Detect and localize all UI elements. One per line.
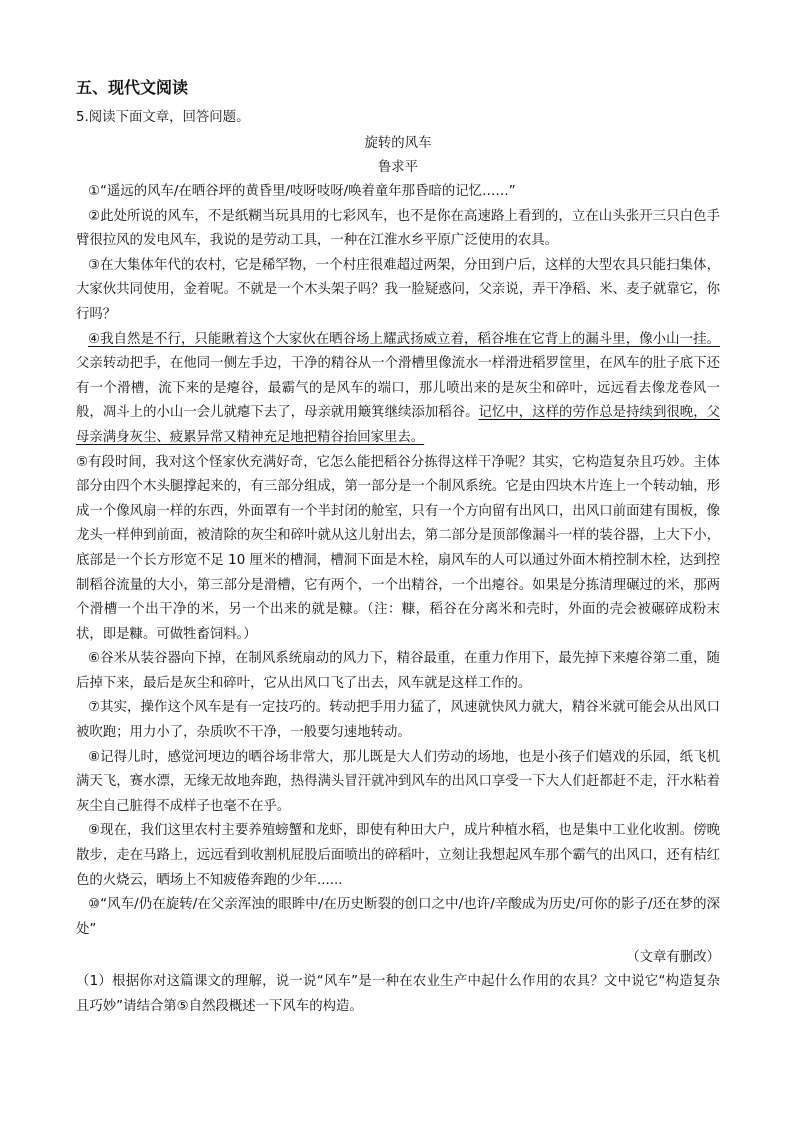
article-title: 旋转的风车 xyxy=(364,136,432,151)
paragraph-7: ⑦其实，操作这个风车是有一定技巧的。转动把手用力猛了，风速就快风力就大，精谷米就可能会从出风口被吹跑；用力小了，杂质吹不干净，一般要匀速地转动。 xyxy=(76,700,720,741)
paragraph-2: ②此处所说的风车，不是纸糊当玩具用的七彩风车，也不是你在高速路上看到的，立在山头张开三只白色手臂很拉风的发电风车，我说的是劳动工具，一种在江淮水乡平原广泛使用的农具。 xyxy=(76,208,720,249)
paragraph-10: ⑩“风车/仍在旋转/在父亲浑浊的眼眸中/在历史断裂的创口之中/也许/辛酸成为历史/可你的影子/还在梦的深处” xyxy=(76,897,720,937)
paragraph-3: ③在大集体年代的农村，它是稀罕物，一个村庄很难超过两架，分田到户后，这样的大型农具只能扫集体，大家伙共同使用，金着呢。不就是一个木头架子吗？我一脸疑惑问，父亲说，弄干净稻、米、麦子就靠它，你行吗？ xyxy=(76,257,720,322)
question-lead: 5.阅读下面文章，回答问题。 xyxy=(76,110,250,125)
paragraph-9: ⑨现在，我们这里农村主要养殖螃蟹和龙虾，即使有种田大户，成片种植水稻，也是集中工业化收割。傍晚散步，走在马路上，远远看到收割机屁股后面喷出的碎稻叶，立刻让我想起风车那个霸气的出风口，还有桔红色的火烧云，晒场上不知疲倦奔跑的少年...... xyxy=(76,823,720,888)
section-heading: 五、现代文阅读 xyxy=(76,78,189,97)
paragraph-1: ①“遥远的风车/在晒谷坪的黄昏里/吱呀吱呀/唤着童年那昏暗的记忆……” xyxy=(88,184,516,199)
paragraph-6: ⑥谷米从装谷器向下掉，在制风系统扇动的风力下，精谷最重，在重力作用下，最先掉下来瘪谷第二重，随后掉下来，最后是灰尘和碎叶，它从出风口飞了出去，风车就是这样工作的。 xyxy=(76,651,720,691)
paragraph-5: ⑤有段时间，我对这个怪家伙充满好奇，它怎么能把稻谷分拣得这样干净呢？其实，它构造复杂且巧妙。主体部分由四个木头腿撑起来的，有三部分组成，第一部分是一个制风系统。它是由四块木片连上一个转动轴，形成一个像风扇一样的东西，外面罩有一个半封闭的舱室，只有一个方向留有出风口，出风口前面建有围板，像龙头一样伸到前面，被清除的灰尘和碎叶就从这儿射出去，第二部分是顶部像漏斗一样的装谷器，上大下小，底部是一个长方形宽不足 10 厘米的槽洞，槽洞下面是木栓，扇风车的人可以通过外面木梢控制木栓，达到控制稻谷流量的大小，第三部分是滑槽，它有两个，一个出精谷，一个出瘪谷。如果是分拣清理碾过的米，那两个滑槽一个出干净的米，另一个出来的就是糠。（注：糠，稻谷在分离米和壳时，外面的壳会被碾碎成粉末状，即是糠。可做牲畜饲料。） xyxy=(76,454,720,642)
document-page xyxy=(76,76,720,1020)
paragraph-4 xyxy=(76,328,720,451)
underlined-sentence-1: ④我自然是不行，只能瞅着这个大家伙在晒谷场上耀武扬威立着，稻谷堆在它背上的漏斗里，像小山一挂。 xyxy=(88,331,720,347)
paragraph-8: ⑧记得儿时，感觉河埂边的晒谷场非常大，那儿既是大人们劳动的场地，也是小孩子们嬉戏的乐园，纸飞机满天飞，赛水漂，无缘无故地奔跑，热得满头冒汗就冲到风车的出风口享受一下大人们赶都赶不走，汗水粘着灰尘自己脏得不成样子也毫不在乎。 xyxy=(76,749,720,814)
article-author: 鲁求平 xyxy=(377,160,419,175)
underlined-sentence-2: 记忆中，这样的劳作总是持续到很晚，父母亲满身灰尘、疲累异常又精神充足地把精谷抬回家里去。 xyxy=(76,405,720,445)
paragraph-4-body: 父亲转动把手，在他同一侧左手边，干净的精谷从一个滑槽里像流水一样滑进稻罗筐里，在风车的肚子底下还有一个滑槽，流下来的是瘪谷，最霸气的是风车的端口，那儿喷出来的是灰尘和碎叶，远远看去像龙卷风一般，凋斗上的小山一会儿就瘪下去了，母亲就用簸箕继续添加稻谷。 xyxy=(76,356,720,421)
question-1: （1）根据你对这篇课文的理解，说一说“风车”是一种在农业生产中起什么作用的农具？文中说它“构造复杂且巧妙”请结合第⑤自然段概述一下风车的构造。 xyxy=(76,974,720,1014)
edit-note: （文章有删改） xyxy=(626,950,720,966)
